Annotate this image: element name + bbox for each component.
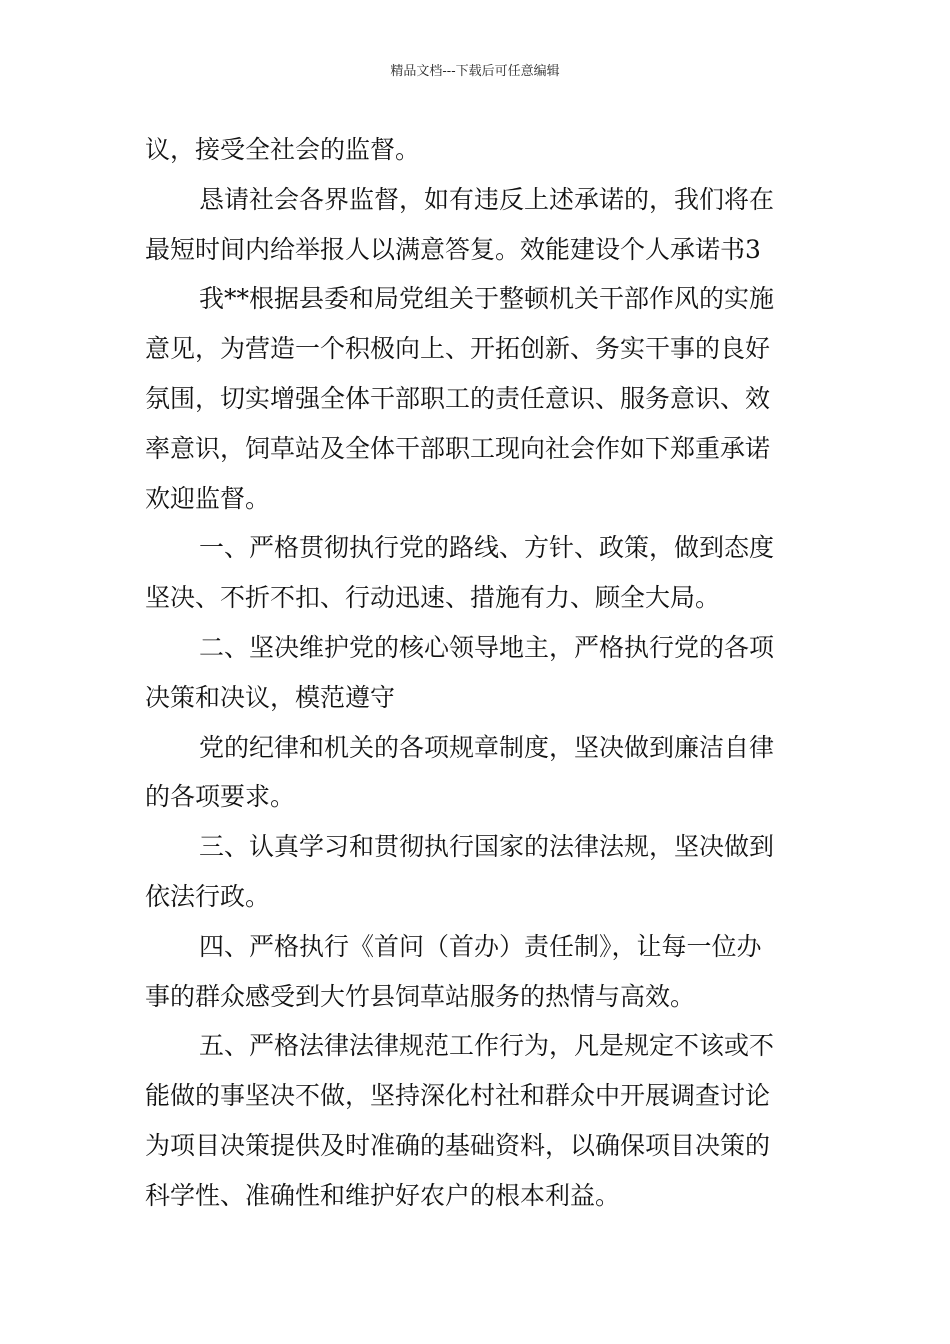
- text-line: 四、严格执行《首问（首办）责任制》，让每一位办: [199, 931, 762, 961]
- text-line: 我**根据县委和局党组关于整顿机关干部作风的实施: [199, 284, 775, 314]
- text-line: 事的群众感受到大竹县饲草站服务的热情与高效。: [145, 981, 696, 1011]
- text-line: 决策和决议，模范遵守: [145, 682, 396, 712]
- text-line: 党的纪律和机关的各项规章制度，坚决做到廉洁自律: [199, 732, 775, 762]
- text-line: 氛围，切实增强全体干部职工的责任意识、服务意识、效: [145, 383, 771, 413]
- text-line: 的各项要求。: [145, 782, 296, 812]
- text-line: 意见，为营造一个积极向上、开拓创新、务实干事的良好: [145, 334, 771, 364]
- text-line: 坚决、不折不扣、行动迅速、措施有力、顾全大局。: [145, 583, 721, 613]
- text-line: 科学性、准确性和维护好农户的根本利益。: [145, 1180, 621, 1210]
- text-line: 为项目决策提供及时准确的基础资料，以确保项目决策的: [145, 1130, 771, 1160]
- text-line: 率意识，饲草站及全体干部职工现向社会作如下郑重承诺: [145, 433, 771, 463]
- text-line: 三、认真学习和贯彻执行国家的法律法规，坚决做到: [199, 832, 775, 862]
- text-line: 欢迎监督。: [145, 483, 271, 513]
- text-line: 最短时间内给举报人以满意答复。效能建设个人承诺书3: [145, 234, 761, 264]
- text-line: 五、严格法律法律规范工作行为，凡是规定不该或不: [199, 1031, 775, 1061]
- text-line: 依法行政。: [145, 881, 271, 911]
- text-line: 恳请社会各界监督，如有违反上述承诺的，我们将在: [199, 184, 775, 214]
- text-line: 能做的事坚决不做，坚持深化村社和群众中开展调查讨论: [145, 1081, 771, 1111]
- text-line: 议，接受全社会的监督。: [145, 135, 421, 164]
- page-header: 精品文档---下载后可任意编辑: [390, 64, 560, 79]
- document-body: [145, 125, 807, 1221]
- text-line: 二、坚决维护党的核心领导地主，严格执行党的各项: [199, 632, 775, 662]
- text-line: 一、严格贯彻执行党的路线、方针、政策，做到态度: [199, 533, 775, 563]
